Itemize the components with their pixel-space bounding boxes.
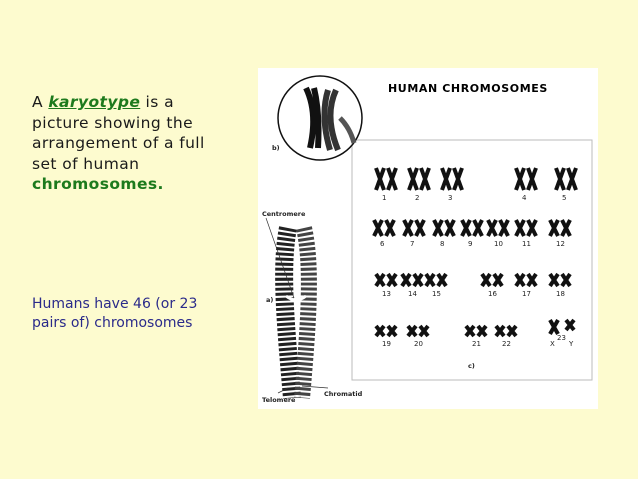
pair-number: 4	[522, 194, 527, 202]
figure-title: HUMAN CHROMOSOMES	[388, 82, 548, 95]
y-label: Y	[569, 340, 574, 348]
magnified-chromosome	[278, 76, 362, 160]
intro-period: .	[157, 175, 164, 193]
karyotype-definition	[32, 92, 232, 195]
sex-pair-number: 23	[557, 334, 566, 342]
chromatid-label: Chromatid	[324, 390, 363, 398]
large-chromosome	[284, 228, 309, 398]
label-b: b)	[272, 144, 280, 152]
pair-number: 17	[522, 290, 531, 298]
pair-number: 11	[522, 240, 531, 248]
label-a: a)	[266, 296, 274, 304]
pair-number: 22	[502, 340, 511, 348]
chromosome-count-note: Humans have 46 (or 23 pairs of) chromosomes	[32, 296, 198, 331]
pair-number: 2	[415, 194, 420, 202]
pair-number: 3	[448, 194, 453, 202]
pair-number: 13	[382, 290, 391, 298]
pair-number: 6	[380, 240, 385, 248]
pair-number: 7	[410, 240, 415, 248]
pair-number: 15	[432, 290, 441, 298]
intro-text-2: is a picture showing the arrangement of a full set of human	[32, 93, 205, 173]
pair-number: 9	[468, 240, 473, 248]
intro-text-1: A	[32, 93, 49, 111]
x-label: X	[550, 340, 555, 348]
pair-number: 21	[472, 340, 481, 348]
chromosomes-keyword: chromosomes	[32, 175, 158, 193]
telomere-label: Telomere	[262, 396, 296, 404]
pair-number: 19	[382, 340, 391, 348]
pair-number: 16	[488, 290, 497, 298]
pair-number: 5	[562, 194, 567, 202]
pair-number: 12	[556, 240, 565, 248]
karyotype-keyword: karyotype	[48, 93, 141, 111]
chromosome-figure	[258, 68, 598, 409]
pair-number: 8	[440, 240, 445, 248]
pair-number: 1	[382, 194, 387, 202]
label-c: c)	[468, 362, 475, 370]
pair-number: 14	[408, 290, 417, 298]
pair-number: 10	[494, 240, 503, 248]
chromosome-diagram	[258, 68, 598, 409]
centromere-label: Centromere	[262, 210, 306, 218]
pair-number: 20	[414, 340, 423, 348]
pair-number: 18	[556, 290, 565, 298]
